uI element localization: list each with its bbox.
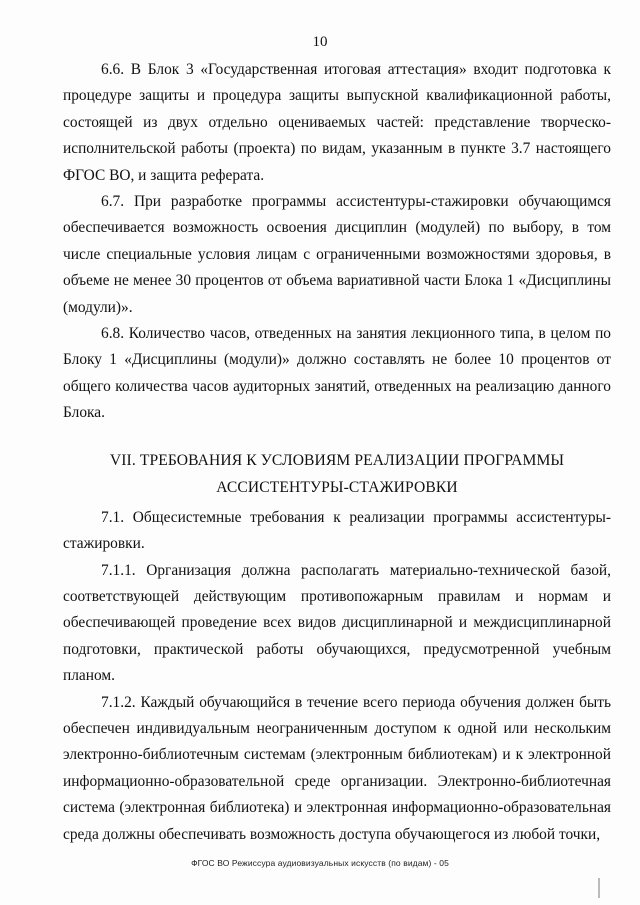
paragraph-7-1: 7.1. Общесистемные требования к реализации программы ассистентуры-стажировки. bbox=[63, 508, 611, 553]
paragraph-7-1-2: 7.1.2. Каждый обучающийся в течение всего периода обучения должен быть обеспечен индивидуальным неограниченным доступом к одной или нескольким электронно-библиотечным системам (электронным библиотекам) и к электронной информационно-образовательной среде организации. Электронно-библиотечная система (электронная библиотека) и электронная информационно-образовательная среда должны обеспечивать возможность доступа обучающегося из любой точки, bbox=[63, 693, 611, 843]
page-footer: ФГОС ВО Режиссура аудиовизуальных искусств (по видам) - 05 bbox=[191, 858, 449, 868]
section-heading-line-1: VII. ТРЕБОВАНИЯ К УСЛОВИЯМ РЕАЛИЗАЦИИ ПРОГРАММЫ bbox=[109, 451, 565, 469]
paragraph-7-1-1: 7.1.1. Организация должна располагать материально-технической базой, соответствующей действующим противопожарным правилам и нормам и обеспечивающей проведение всех видов дисциплинарной и междисциплинарной подготовки, практической работы обучающихся, предусмотренной учебным планом. bbox=[63, 561, 611, 685]
paragraph-6-7: 6.7. При разработке программы ассистентуры-стажировки обучающимся обеспечивается возможность освоения дисциплин (модулей) по выбору, в том числе специальные условия лицам с ограниченными возможностями здоровья, в объеме не менее 30 процентов от объема вариативной части Блока 1 «Дисциплины (модули)». bbox=[63, 193, 611, 316]
paragraph-6-8: 6.8. Количество часов, отведенных на занятия лекционного типа, в целом по Блоку 1 «Дисциплины (модули)» должно составлять не более 10 процентов от общего количества часов аудиторных занятий, отведенных на реализацию данного Блока. bbox=[63, 325, 611, 422]
document-body bbox=[63, 57, 611, 848]
section-heading bbox=[63, 447, 611, 501]
section-heading-line-2: АССИСТЕНТУРЫ-СТАЖИРОВКИ bbox=[216, 478, 458, 496]
scan-artifact bbox=[598, 878, 600, 898]
paragraph-6-6: 6.6. В Блок 3 «Государственная итоговая аттестация» входит подготовка к процедуре защиты и процедура защиты выпускной квалификационной работы, состоящей из двух отдельно оцениваемых частей: представление творческо-исполнительской работы (проекта) по видам, указанным в пункте 3.7 настоящего ФГОС ВО, и защита реферата. bbox=[63, 61, 611, 184]
page-number: 10 bbox=[312, 34, 328, 50]
